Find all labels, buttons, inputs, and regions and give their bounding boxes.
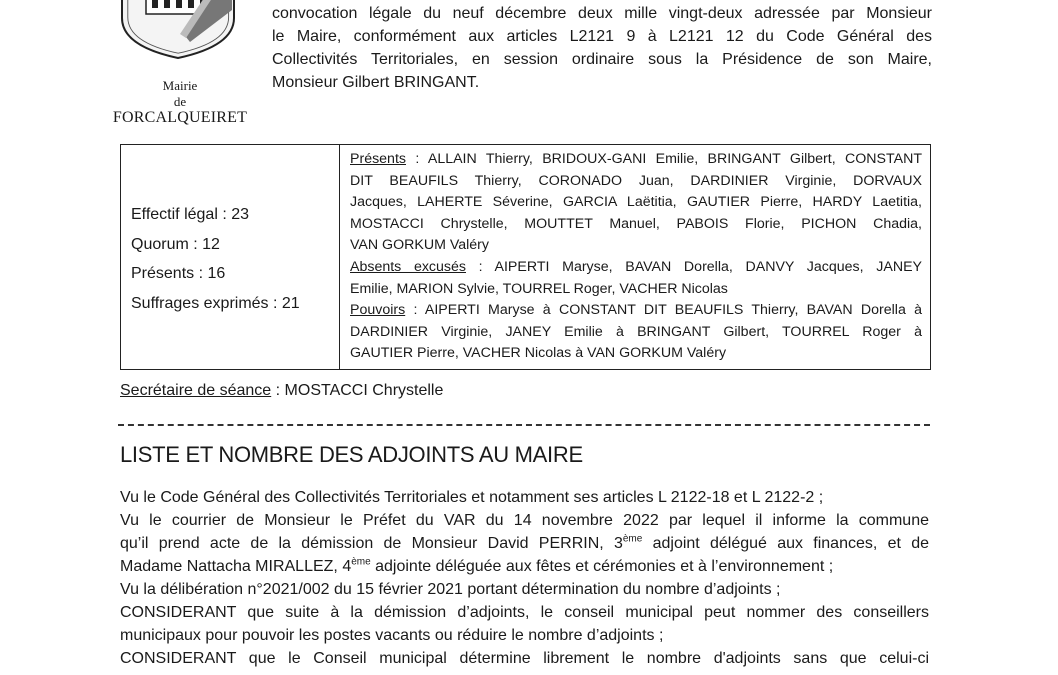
coat-of-arms-logo	[120, 0, 236, 60]
mairie-label: Mairie	[162, 78, 198, 93]
attendance-cell	[340, 145, 930, 369]
presents-count: Présents : 16	[131, 265, 226, 282]
effectif-legal: Effectif légal : 23	[131, 206, 249, 223]
body-line: Vu le Code Général des Collectivités Territoriales et notamment ses articles L 2122-18 et L 2122-2 ;	[120, 489, 824, 506]
pouvoirs-line: DARDINIER Virginie, JANEY Emilie à BRINGANT Gilbert, TOURREL Roger à	[350, 323, 922, 340]
section-title: LISTE ET NOMBRE DES ADJOINTS AU MAIRE	[120, 442, 583, 467]
body-line: CONSIDERANT que le Conseil municipal détermine librement le nombre d'adjoints sans que celui-ci	[120, 650, 929, 667]
presents-label: Présents	[350, 151, 406, 167]
intro-line: Collectivités Territoriales, en session ordinaire sous la Présidence de son Maire,	[272, 51, 932, 68]
secretaire-de-seance	[120, 382, 443, 400]
absents-line	[350, 257, 922, 279]
counts-cell	[121, 145, 340, 369]
intro-paragraph	[272, 2, 932, 94]
absents-label: Absents excusés	[350, 258, 466, 275]
absents-line: Emilie, MARION Sylvie, TOURREL Roger, VACHER Nicolas	[350, 280, 728, 297]
absents-text: : AIPERTI Maryse, BAVAN Dorella, DANVY Jacques, JANEY	[466, 258, 922, 275]
town-name: FORCALQUEIRET	[112, 109, 248, 126]
pouvoirs-line: GAUTIER Pierre, VACHER Nicolas à VAN GORKUM Valéry	[350, 345, 727, 362]
body-line: Vu le courrier de Monsieur le Préfet du VAR du 14 novembre 2022 par lequel il informe la commune	[120, 512, 929, 529]
presents-line: MOSTACCI Chrystelle, MOUTTET Manuel, PABOIS Florie, PICHON Chadia,	[350, 215, 922, 232]
mairie-de: de	[173, 94, 187, 109]
presents-line	[350, 149, 922, 171]
body-line: qu’il prend acte de la démission de Monsieur David PERRIN, 3ème adjoint délégué aux finances, et de	[120, 533, 929, 552]
attendance-table	[120, 144, 931, 370]
intro-line: convocation légale du neuf décembre deux mille vingt-deux adressée par Monsieur	[272, 5, 932, 22]
suffrages-exprimes: Suffrages exprimés : 21	[131, 294, 300, 312]
deliberation-body	[120, 486, 929, 670]
secretaire-value: : MOSTACCI Chrystelle	[271, 382, 444, 399]
presents-line: VAN GORKUM Valéry	[350, 237, 490, 254]
secretaire-label: Secrétaire de séance	[120, 382, 272, 399]
body-line: CONSIDERANT que suite à la démission d’adjoints, le conseil municipal peut nommer des conseillers	[120, 604, 929, 621]
body-line: Madame Nattacha MIRALLEZ, 4ème adjointe déléguée aux fêtes et cérémonies et à l’environnement ;	[120, 556, 834, 575]
presents-line: Jacques, LAHERTE Séverine, GARCIA Laëtitia, GAUTIER Pierre, HARDY Laetitia,	[350, 194, 922, 211]
pouvoirs-text: : AIPERTI Maryse à CONSTANT DIT BEAUFILS Thierry, BAVAN Dorella à	[405, 302, 922, 319]
presents-text: : ALLAIN Thierry, BRIDOUX-GANI Emilie, BRINGANT Gilbert, CONSTANT	[406, 151, 922, 167]
intro-line: Monsieur Gilbert BRINGANT.	[272, 74, 480, 91]
body-line: municipaux pour pouvoir les postes vacants ou réduire le nombre d’adjoints ;	[120, 627, 664, 644]
mairie-caption	[110, 78, 250, 126]
section-divider	[118, 424, 930, 426]
pouvoirs-line	[350, 300, 922, 322]
quorum: Quorum : 12	[131, 235, 220, 253]
presents-line: DIT BEAUFILS Thierry, CORONADO Juan, DARDINIER Virginie, DORVAUX	[350, 172, 922, 189]
intro-line: le Maire, conformément aux articles L2121 9 à L2121 12 du Code Général des	[272, 28, 932, 45]
body-line: Vu la délibération n°2021/002 du 15 février 2021 portant détermination du nombre d’adjoints ;	[120, 581, 781, 598]
pouvoirs-label: Pouvoirs	[350, 302, 406, 319]
